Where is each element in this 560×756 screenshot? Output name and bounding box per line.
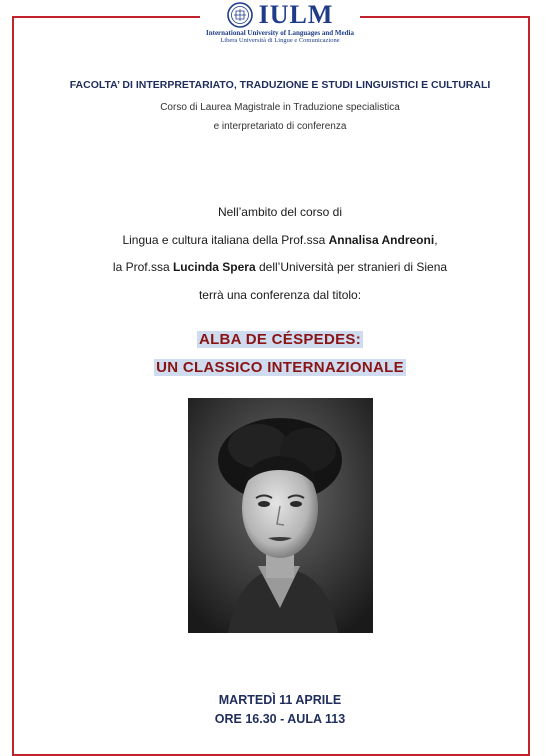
- course-line-2: e interpretariato di conferenza: [213, 121, 347, 132]
- logo: [200, 0, 360, 46]
- conference-title-line-2: [0, 359, 560, 376]
- intro-line-2: [0, 233, 560, 247]
- intro-line-3-text: la Prof.ssa: [112, 260, 173, 274]
- faculty-name: FACOLTA’ DI INTERPRETARIATO, TRADUZIONE E STUDI LINGUISTICI E CULTURALI: [69, 79, 491, 91]
- conference-title-line-1: [0, 331, 560, 348]
- professor-name-spera: Lucinda Spera: [172, 260, 256, 274]
- title-line-1-text: ALBA DE CÉSPEDES:: [198, 331, 362, 348]
- intro-line-1: Nell’ambito del corso di: [217, 205, 343, 219]
- intro-line-4: terrà una conferenza dal titolo:: [198, 288, 362, 302]
- portrait-photo: [188, 398, 373, 633]
- intro-line-3: [0, 260, 560, 274]
- university-seal-icon: [227, 2, 253, 28]
- intro-line-2-end: ,: [434, 233, 438, 247]
- portrait-illustration: [188, 398, 373, 633]
- brand-name: IULM: [258, 0, 334, 29]
- professor-name-andreoni: Annalisa Andreoni: [328, 233, 435, 247]
- intro-line-3-end: dell’Università per stranieri di Siena: [255, 260, 448, 274]
- header: [0, 0, 560, 46]
- tagline-italian: Libera Università di Lingue e Comunicazione: [220, 37, 340, 44]
- event-time-place: ORE 16.30 - AULA 113: [214, 712, 346, 726]
- intro-line-2-text: Lingua e cultura italiana della Prof.ssa: [122, 233, 329, 247]
- tagline-english: International University of Languages and Media: [206, 29, 354, 37]
- title-line-2-text: UN CLASSICO INTERNAZIONALE: [156, 359, 404, 376]
- event-date: MARTEDÌ 11 APRILE: [218, 693, 342, 707]
- course-line-1: Corso di Laurea Magistrale in Traduzione specialistica: [160, 102, 400, 113]
